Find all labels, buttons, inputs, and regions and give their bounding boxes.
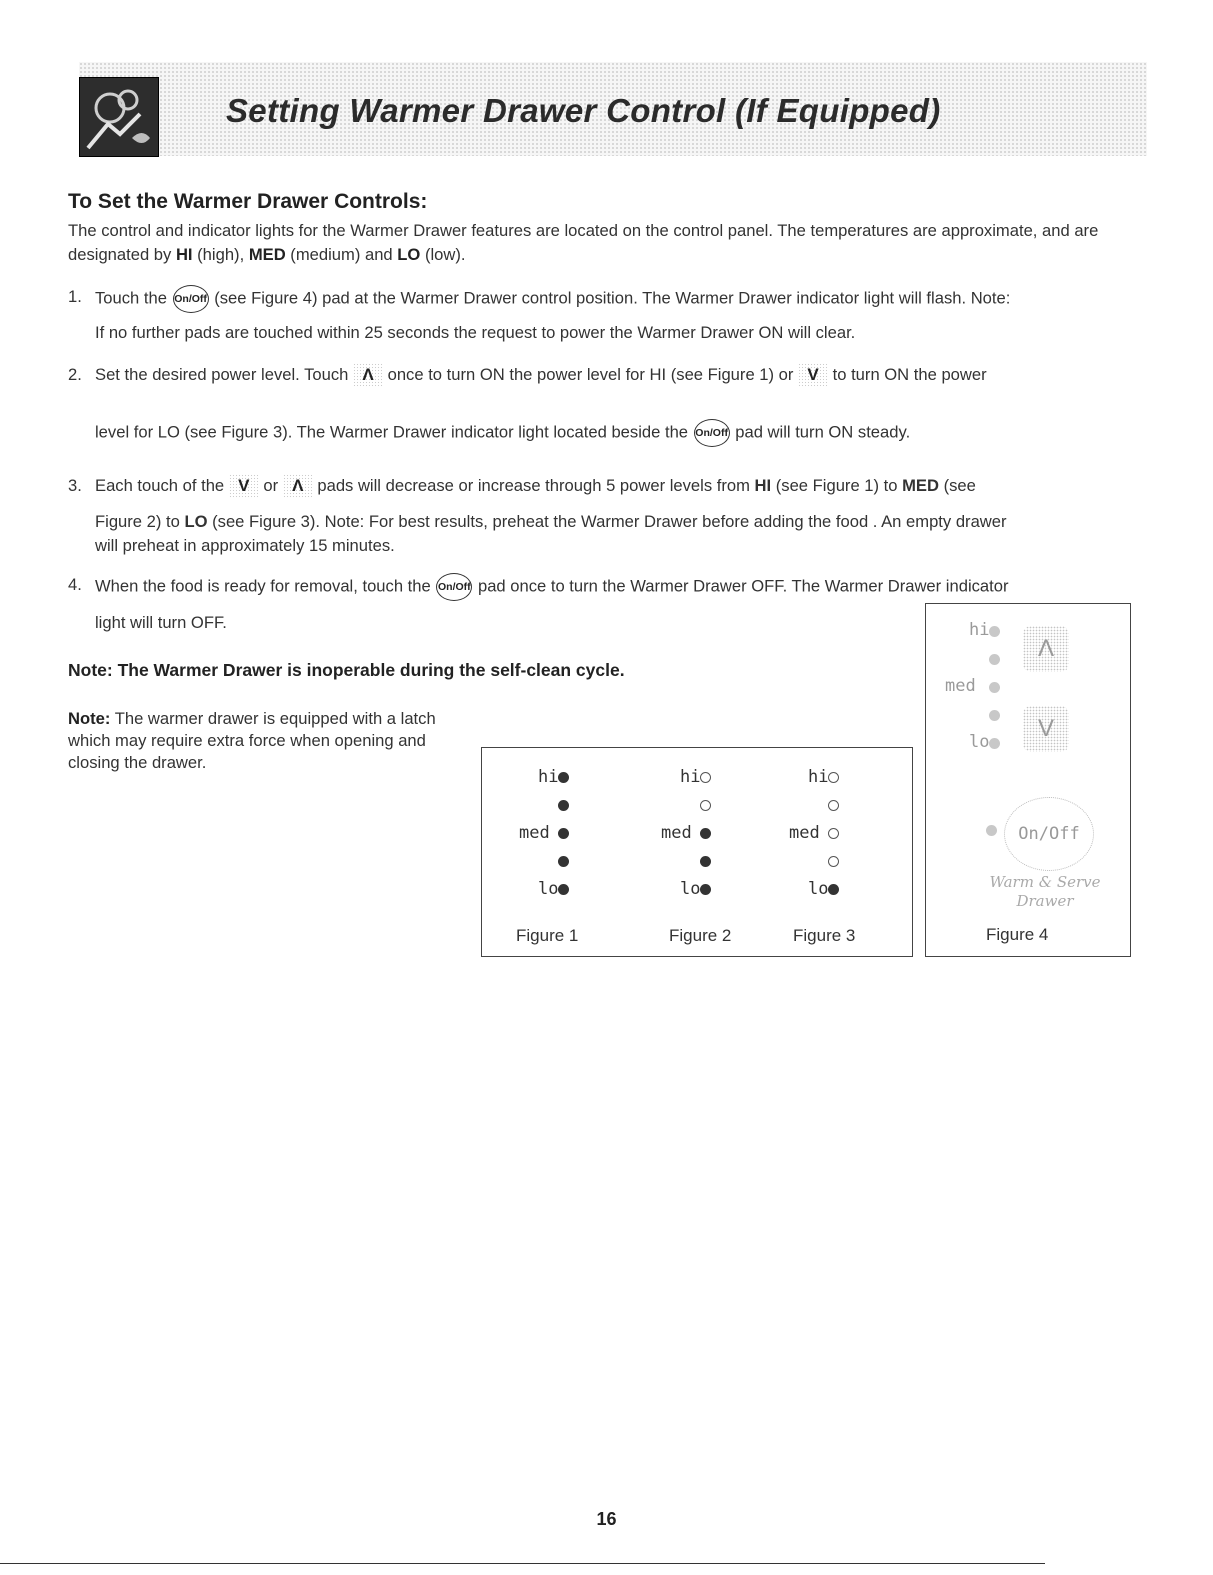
caption-line: Drawer (1016, 892, 1074, 910)
step-text: (see Figure 1) to (771, 476, 903, 495)
lo-label: lo (680, 879, 701, 899)
onoff-pad-icon: On/Off (694, 419, 730, 447)
med-label: med (789, 823, 820, 843)
med-label: med (519, 823, 550, 843)
indicator-light-off (700, 800, 711, 811)
step-text: (see Figure 4) pad at the Warmer Drawer control position. The Warmer Drawer indicator light will flash. Note: (209, 288, 1011, 308)
step-line (95, 285, 1010, 313)
step-line (95, 474, 976, 498)
step-text: When the food is ready for removal, touch the (95, 576, 436, 596)
page-number: 16 (596, 1509, 617, 1529)
down-arrow-key: V (1023, 706, 1069, 752)
warm-serve-caption (975, 873, 1115, 911)
indicator-light-on (558, 772, 569, 783)
page-title: Setting Warmer Drawer Control (If Equipped) (226, 92, 941, 129)
step-text: (see (938, 476, 976, 495)
hi-term: HI (754, 476, 772, 495)
lo-label: lo (538, 879, 559, 899)
indicator-light (989, 682, 1000, 693)
up-arrow-pad-icon: Λ (353, 363, 383, 387)
figure-3-label: Figure 3 (793, 926, 856, 945)
step-line: light will turn OFF. (95, 613, 227, 632)
med-label: med (945, 676, 976, 696)
self-clean-note: Note: The Warmer Drawer is inoperable during the self-clean cycle. (68, 660, 625, 680)
indicator-light-on (558, 856, 569, 867)
step-text: Touch the (95, 288, 172, 308)
intro-text: (medium) and (285, 245, 398, 264)
step-text: once to turn ON the power level for HI (see Figure 1) or (382, 365, 799, 384)
figure-4-label: Figure 4 (986, 925, 1049, 944)
step-line: will preheat in approximately 15 minutes. (95, 536, 395, 555)
step-line (95, 363, 987, 387)
lo-term: LO (397, 245, 421, 264)
onoff-pad-icon: On/Off (436, 573, 472, 601)
oven-settings-icon (79, 77, 159, 157)
indicator-light-on (700, 828, 711, 839)
intro-line-1: The control and indicator lights for the Warmer Drawer features are located on the control panel. The temperatures are (68, 221, 937, 240)
latch-note (68, 708, 458, 774)
step-number: 1. (68, 287, 82, 306)
down-arrow-pad-icon: V (229, 474, 259, 498)
step-text: or (258, 476, 283, 495)
indicator-light (989, 738, 1000, 749)
hi-label: hi (538, 767, 559, 787)
step-number: 2. (68, 365, 82, 384)
figure-2-label: Figure 2 (669, 926, 732, 945)
indicator-light-on (700, 856, 711, 867)
indicator-light-on (828, 884, 839, 895)
section-heading: To Set the Warmer Drawer Controls: (68, 190, 428, 213)
step-text: pad will turn ON steady. (730, 422, 911, 442)
hi-label: hi (969, 620, 990, 640)
intro-text: (low). (420, 245, 466, 264)
indicator-light-off (828, 800, 839, 811)
indicator-light-off (700, 772, 711, 783)
lo-label: lo (808, 879, 829, 899)
caption-line: Warm & Serve (989, 873, 1101, 891)
indicator-light-on (558, 884, 569, 895)
step-number: 3. (68, 476, 82, 495)
figure-1-label: Figure 1 (516, 926, 579, 945)
step-text: to turn ON the power (828, 365, 987, 384)
intro-text: approximate, and are designated by (68, 221, 1099, 264)
indicator-light-off (828, 828, 839, 839)
hi-label: hi (808, 767, 829, 787)
intro-text: (high), (192, 245, 249, 264)
indicator-light-on (558, 828, 569, 839)
lo-label: lo (969, 732, 990, 752)
med-term: MED (902, 476, 939, 495)
figures-1-3-panel (481, 747, 913, 957)
power-indicator-light (986, 825, 997, 836)
onoff-pad-icon: On/Off (173, 285, 209, 313)
up-arrow-key: Λ (1023, 626, 1069, 672)
up-arrow-pad-icon: Λ (283, 474, 313, 498)
step-line (95, 419, 910, 447)
step-text: Set the desired power level. Touch (95, 365, 353, 384)
indicator-light-on (558, 800, 569, 811)
step-text: pad once to turn the Warmer Drawer OFF. The Warmer Drawer indicator (473, 576, 1009, 596)
hi-label: hi (680, 767, 701, 787)
bottom-divider (0, 1563, 1045, 1564)
indicator-light-off (828, 856, 839, 867)
intro-paragraph (68, 219, 1146, 267)
step-text: level for LO (see Figure 3). The Warmer Drawer indicator light located beside the (95, 422, 693, 442)
step-line (95, 573, 1009, 601)
indicator-light (989, 626, 1000, 637)
down-arrow-pad-icon: V (798, 363, 828, 387)
step-text: Figure 2) to (95, 512, 185, 531)
step-number: 4. (68, 575, 82, 594)
note-label: Note: (68, 709, 111, 728)
step-line: If no further pads are touched within 25 seconds the request to power the Warmer Drawer ON will clear. (95, 323, 856, 342)
step-line (95, 510, 1007, 534)
lo-term: LO (184, 512, 208, 531)
onoff-key: On/Off (1004, 797, 1094, 871)
step-text: Each touch of the (95, 476, 229, 495)
step-text: (see Figure 3). Note: For best results, preheat the Warmer Drawer before adding the food . An empty drawer (207, 512, 1007, 531)
header-banner (79, 62, 1147, 156)
step-text: pads will decrease or increase through 5 power levels from (312, 476, 755, 495)
indicator-light-off (828, 772, 839, 783)
indicator-light (989, 710, 1000, 721)
med-label: med (661, 823, 692, 843)
hi-term: HI (175, 245, 193, 264)
indicator-light (989, 654, 1000, 665)
note-text: The warmer drawer is equipped with a latch which may require extra force when opening and closing the drawer. (68, 709, 436, 772)
indicator-light-on (700, 884, 711, 895)
med-term: MED (248, 245, 286, 264)
